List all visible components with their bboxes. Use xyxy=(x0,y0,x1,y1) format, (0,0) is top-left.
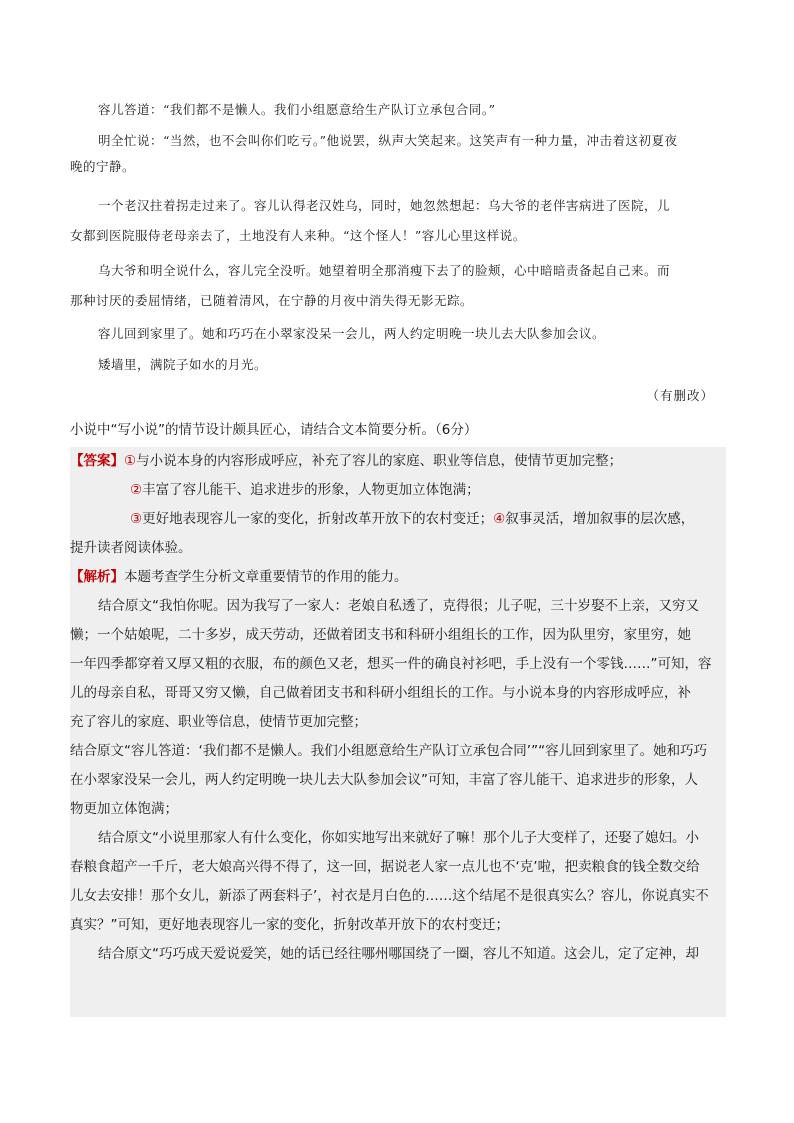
answer-text: 更好地表现容儿一家的变化，折射改革开放下的农村变迁； xyxy=(142,511,494,527)
answer-line xyxy=(70,505,726,534)
item-number: ① xyxy=(124,453,137,469)
item-number: ② xyxy=(130,482,143,498)
novel-excerpt xyxy=(70,196,724,246)
analysis-line: 结合原文“容儿答道：‘我们都不是懒人。我们小组愿意给生产队订立承包合同’”“容儿回到家里了。她和巧巧 xyxy=(70,743,708,759)
novel-paragraph: 女都到医院服侍老母亲去了，土地没有人来种。“这个怪人！”容儿心里这样说。 xyxy=(70,228,526,243)
analysis-line: 一年四季都穿着又厚又粗的衣服，布的颜色又老，想买一件的确良衬衫吧，手上没有一个零钱……”可知，容 xyxy=(70,656,712,672)
item-number: ④ xyxy=(493,511,506,527)
analysis-line: 结合原文“我怕你呢。因为我写了一家人：老娘自私透了，克得很；儿子呢，三十岁娶不上亲，又穷又 xyxy=(98,598,699,614)
analysis-line: 在小翠家没呆一会儿，两人约定明晚一块儿去大队参加会议”可知，丰富了容儿能干、追求进步的形象，人 xyxy=(70,772,698,788)
analysis-line: 结合原文“小说里那家人有什么变化，你如实地写出来就好了嘛！那个儿子大变样了，还娶了媳妇。小 xyxy=(98,830,699,846)
novel-paragraph: 晚的宁静。 xyxy=(70,159,136,174)
novel-paragraph: 容儿回到家里了。她和巧巧在小翠家没呆一会儿，两人约定明晚一块儿去大队参加会议。 xyxy=(98,326,606,341)
analysis-text: 本题考查学生分析文章重要情节的作用的能力。 xyxy=(124,569,408,585)
analysis-line: 结合原文“巧巧成天爱说爱笑，她的话已经往哪州哪国绕了一圈，容儿不知道。这会儿，定了定神，却 xyxy=(98,946,699,962)
answer-line xyxy=(70,447,726,476)
analysis-line: 懒；一个姑娘呢，二十多岁，成天劳动，还做着团支书和科研小组组长的工作，因为队里穷，家里穷，她 xyxy=(70,627,691,643)
novel-paragraph: 那种讨厌的委屈情绪，已随着清风，在宁静的月夜中消失得无影无踪。 xyxy=(70,293,474,308)
answer-text: 与小说本身的内容形成呼应，补充了容儿的家庭、职业等信息，使情节更加完整； xyxy=(136,453,623,469)
analysis-line: 充了容儿的家庭、职业等信息，使情节更加完整； xyxy=(70,714,367,730)
question-text: 小说中“写小说”的情节设计颇具匠心，请结合文本简要分析。（6分） xyxy=(70,422,478,438)
novel-paragraph: 明全忙说：“当然，也不会叫你们吃亏。”他说罢，纵声大笑起来。这笑声有一种力量，冲击着这初夏夜 xyxy=(98,133,678,148)
novel-excerpt xyxy=(70,261,724,311)
analysis-line: 儿的母亲自私，哥哥又穷又懒，自己做着团支书和科研小组组长的工作。与小说本身的内容形成呼应，补 xyxy=(70,685,691,701)
analysis-line xyxy=(70,563,726,592)
novel-excerpt xyxy=(70,355,724,375)
answer-line xyxy=(70,476,726,505)
novel-excerpt xyxy=(70,131,724,177)
novel-paragraph: 矮墙里，满院子如水的月光。 xyxy=(98,357,268,372)
answer-line xyxy=(70,534,726,563)
item-number: ③ xyxy=(130,511,143,527)
answer-text: 提升读者阅读体验。 xyxy=(70,540,192,556)
novel-excerpt xyxy=(70,324,724,344)
answer-section xyxy=(70,447,726,1017)
answer-text: 叙事灵活，增加叙事的层次感， xyxy=(505,511,695,527)
answer-tag: 【答案】 xyxy=(70,453,124,469)
novel-paragraph: 一个老汉拄着拐走过来了。容儿认得老汉姓乌，同时，她忽然想起：乌大爷的老伴害病进了医院，儿 xyxy=(98,198,671,213)
analysis-line: 儿女去安排！那个女儿，新添了两套料子’，衬衣是月白色的……这个结尾不是很真实么？容儿，你说真实不 xyxy=(70,888,709,904)
novel-paragraph: 容儿答道：“我们都不是懒人。我们小组愿意给生产队订立承包合同。” xyxy=(98,102,496,117)
novel-excerpt xyxy=(70,100,724,120)
analysis-tag: 【解析】 xyxy=(70,569,124,585)
analysis-line: 物更加立体饱满； xyxy=(70,801,178,817)
source-note: （有删改） xyxy=(646,388,714,403)
novel-paragraph: 乌大爷和明全说什么，容儿完全没听。她望着明全那消瘦下去了的脸颊，心中暗暗责备起自己来。而 xyxy=(98,263,671,278)
analysis-line: 真实？”可知，更好地表现容儿一家的变化，折射改革开放下的农村变迁； xyxy=(70,917,509,933)
answer-text: 丰富了容儿能干、追求进步的形象，人物更加立体饱满； xyxy=(142,482,480,498)
analysis-line: 春粮食超产一千斤，老大娘高兴得不得了，这一回，据说老人家一点儿也不‘克’啦，把卖粮食的钱全数交给 xyxy=(70,859,700,875)
